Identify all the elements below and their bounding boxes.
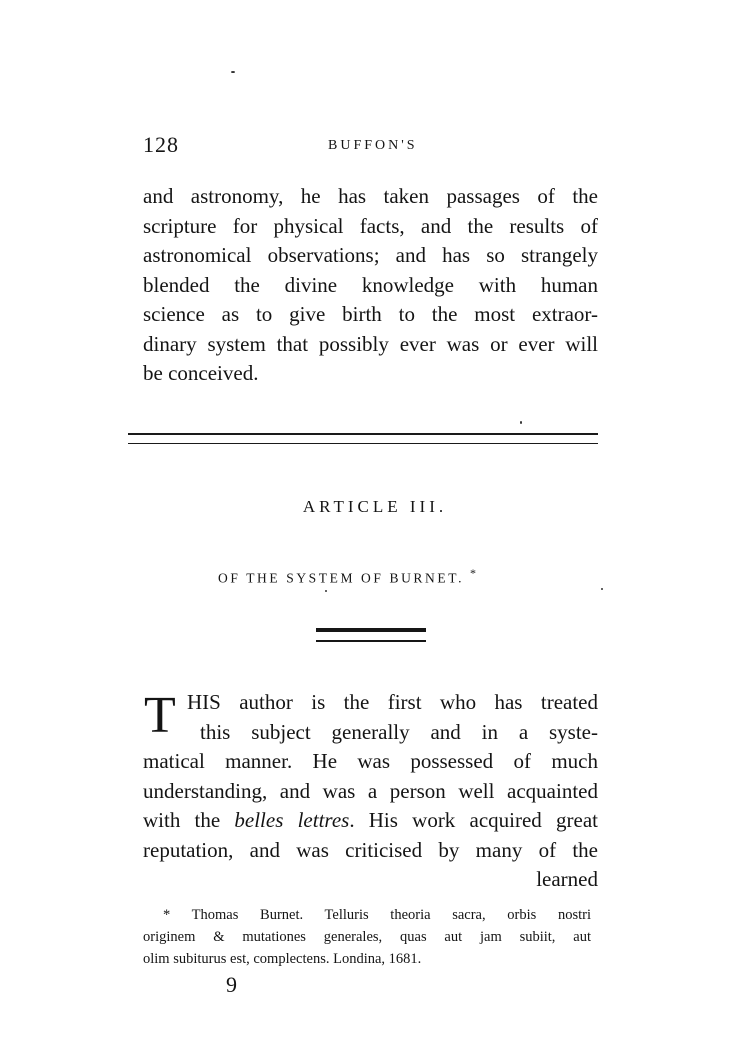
ink-speck: [601, 588, 603, 590]
section-divider-rule: [128, 433, 598, 444]
article-subheading-text: OF THE SYSTEM OF BURNET.: [218, 570, 465, 586]
article-heading: [0, 497, 750, 517]
footnote-line: originem & mutationes generales, quas aut jam subiit, aut: [143, 929, 591, 945]
italic-phrase: belles lettres: [234, 808, 350, 832]
page-number: 128: [143, 132, 179, 157]
text-line: HIS author is the first who has treated: [187, 690, 598, 714]
footnote-text: Thomas Burnet. Telluris theoria sacra, orbis nostri: [191, 907, 591, 923]
text-line: reputation, and was criticised by many of the: [143, 837, 598, 862]
footnote: [143, 904, 591, 970]
drop-cap: T: [144, 687, 176, 744]
text-line-with-italic: with the belles lettres. His work acquired great: [143, 808, 598, 832]
main-paragraph: [143, 688, 598, 895]
footnote-line: olim subiturus est, complectens. Londina, 1681.: [143, 951, 422, 967]
ink-speck: [231, 71, 235, 73]
text-line: dinary system that possibly ever was or ever will: [143, 331, 598, 356]
text-line: this subject generally and in a syste-: [200, 719, 598, 744]
text-line: matical manner. He was possessed of much: [143, 749, 598, 773]
text-line: be conceived.: [143, 361, 259, 385]
text-line: and astronomy, he has taken passages of the: [143, 184, 598, 208]
text-line: scripture for physical facts, and the results of: [143, 213, 598, 238]
footnote-reference-marker: *: [470, 566, 479, 580]
catchword: learned: [536, 867, 598, 891]
text-line: astronomical observations; and has so strangely: [143, 243, 598, 267]
top-paragraph: [143, 182, 598, 389]
article-subheading: [218, 566, 479, 587]
text-line: understanding, and was a person well acquainted: [143, 778, 598, 803]
text-line: science as to give birth to the most extraor-: [143, 302, 598, 326]
article-heading-text: ARTICLE III.: [302, 497, 448, 516]
ink-speck: [325, 590, 327, 592]
page-header: [143, 132, 603, 162]
footnote-line: [143, 904, 591, 926]
ink-speck: [520, 421, 522, 424]
ornamental-rule: [316, 628, 426, 642]
text-line: blended the divine knowledge with human: [143, 272, 598, 297]
signature-mark: 9: [226, 972, 237, 997]
footnote-marker: *: [163, 907, 171, 923]
running-head: BUFFON'S: [328, 138, 418, 153]
